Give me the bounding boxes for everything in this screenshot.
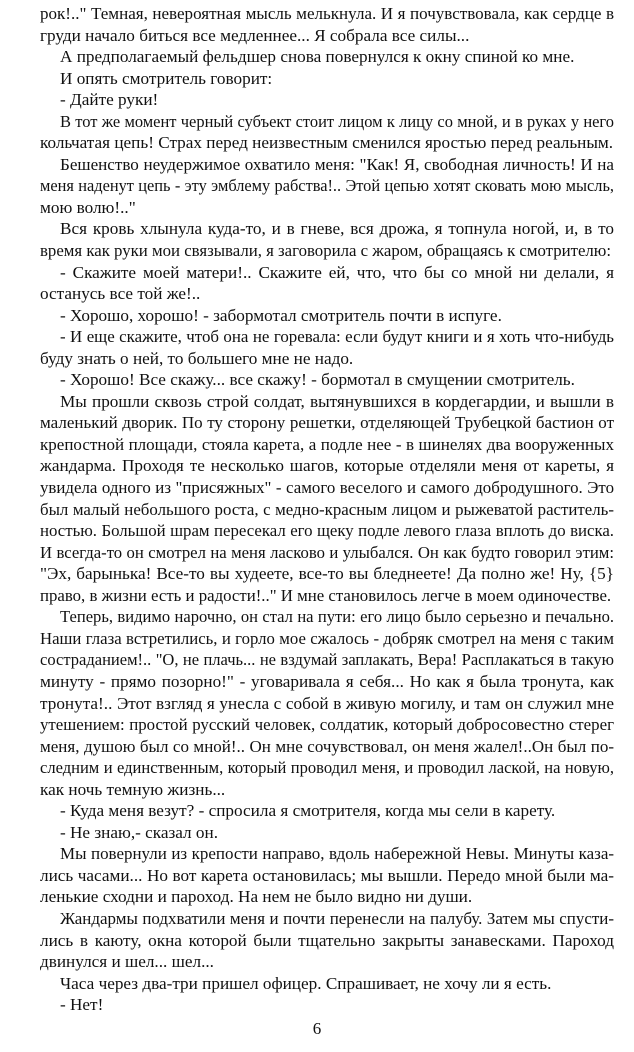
text-line: лись в каюту, окна которой были тщательно закрыты занавесками. Пароход [40,930,614,950]
text-line: В тот же момент черный субъект стоит лицом к лицу со мной, и в руках у него [60,111,614,131]
text-line: Теперь, видимо нарочно, он стал на пути: его лицо было серьезно и печально. [60,607,614,627]
text-line: - Куда меня везут? - спросила я смотрителя, когда мы сели в карету. [60,801,556,821]
text-line: минуту - прямо позорно!" - уговаривала я себя... Но как я была тронута, как [40,671,614,691]
text-line: Мы повернули из крепости направо, вдоль набережной Невы. Минуты каза- [60,844,614,864]
text-line: ленькие сходни и пароход. На нем не было видно ни души. [40,887,473,907]
text-line: - Скажите моей матери!.. Скажите ей, что, что бы со мной ни делали, я [60,262,614,282]
text-line: - Хорошо! Все скажу... все скажу! - бормотал в смущении смотритель. [60,370,575,390]
text-line: Часа через два-три пришел офицер. Спрашивает, не хочу ли я есть. [60,973,552,993]
text-line: - И еще скажите, чтоб она не горевала: если будут книги и я хоть что-нибудь [60,327,614,347]
text-line: мою волю!.." [40,197,136,217]
text-line: следним и единственным, который проводил меня, и проводил лаской, на новую, [40,758,614,778]
text-line: жандарма. Проходя те несколько шагов, которые отделяли меня от кареты, я [40,456,614,476]
text-line: двинулся и шел... шел... [40,952,214,972]
text-line: буду знать о ней, то большего мне не надо. [40,348,354,368]
text-line: право, в жизни есть и радости!.." И мне становилось легче в моем одиночестве. [40,585,612,605]
text-line: увидела одного из "присяжных" - самого веселого и самого добродушного. Это [40,478,614,498]
text-line: кольчатая цепь! Страх перед неизвестным сменился яростью перед реальным. [40,133,614,153]
text-line: как ночь темную жизнь... [40,779,226,799]
text-line: рок!.." Темная, невероятная мысль мелькнула. И я почувствовала, как сердце в [40,4,614,23]
text-line: груди начало биться все медленнее... Я собрала все силы... [40,25,470,45]
page-body [40,3,614,1016]
text-line: тронута!.. Этот взгляд я унесла с собой в живую могилу, и там он служил мне [40,693,614,713]
text-line: останусь все той же!.. [40,284,201,304]
text-line: Жандармы подхватили меня и почти перенесли на палубу. Затем мы спусти- [60,908,614,928]
page-number: 6 [312,1019,322,1038]
text-line: маленький дворик. По ту сторону решетки, отделяющей Трубецкой бастион от [40,413,614,433]
text-line: И опять смотритель говорит: [60,68,273,88]
text-line: лись часами... Но вот карета остановилась; мы вышли. Передо мной были ма- [40,865,614,885]
text-line: состраданием!.. "О, не плачь... не вздумай заплакать, Вера! Расплакаться в такую [40,650,614,670]
text-line: Наши глаза встретились, и горло мое сжалось - добряк смотрел на меня с таким [40,628,614,648]
text-line: - Дайте руки! [60,90,159,110]
text-line: - Не знаю,- сказал он. [60,822,219,842]
text-line: Вся кровь хлынула куда-то, и в гневе, вся дрожа, я топнула ногой, и, в то [60,219,614,239]
text-line: был малый небольшого роста, с медно-красным лицом и рыжеватой раститель- [40,499,614,519]
text-line: - Нет! [60,995,104,1015]
text-line: меня, душою был со мной!.. Он мне сочувствовал, он меня жалел!..Он был по- [40,736,614,756]
text-line: ностью. Большой шрам пересекал его щеку подле левого глаза вплоть до виска. [40,521,614,541]
text-line: А предполагаемый фельдшер снова повернулся к окну спиной ко мне. [60,47,575,67]
text-line: крепостной площади, стояла карета, а подле нее - в шинелях два вооруженных [40,434,614,454]
text-line: утешением: простой русский человек, солдатик, который добросовестно стерег [40,715,614,735]
text-line: И всегда-то он смотрел на меня ласково и улыбался. Он как будто говорил этим: [40,542,614,562]
text-line: время как руки мои связывали, я заговорила с жаром, обращаясь к смотрителю: [40,241,612,261]
text-line: - Хорошо, хорошо! - забормотал смотритель почти в испуге. [60,305,502,325]
text-line: меня наденут цепь - эту эмблему рабства!.. Этой цепью хотят сковать мою мысль, [40,176,614,196]
text-line: Мы прошли сквозь строй солдат, вытянувшихся в кордегардии, и вышли в [60,391,614,411]
text-line: Бешенство неудержимое охватило меня: "Как! Я, свободная личность! И на [60,154,614,174]
text-line: "Эх, барынька! Все-то вы худеете, все-то вы бледнеете! Да полно же! Ну, {5} [40,564,614,584]
